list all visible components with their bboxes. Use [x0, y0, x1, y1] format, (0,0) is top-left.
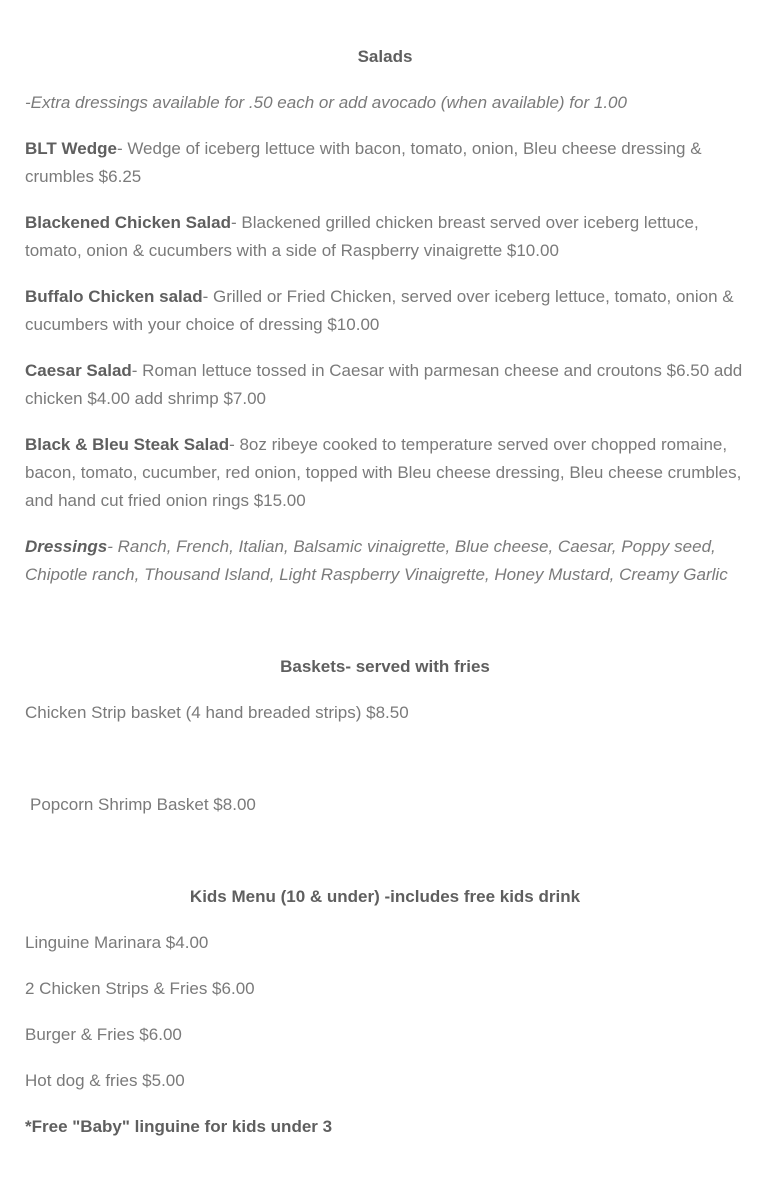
item-description: - Grilled or Fried Chicken, served over iceberg lettuce, tomato, onion & cucumbers with your choice of dressing $10.00 [25, 287, 734, 334]
dressings-list [25, 533, 745, 589]
menu-item [25, 135, 745, 191]
kids-free-note: *Free "Baby" linguine for kids under 3 [25, 1117, 333, 1136]
salads-heading: Salads [357, 47, 413, 66]
item-name: BLT Wedge [25, 139, 117, 158]
kids-item: Linguine Marinara $4.00 [25, 933, 209, 952]
menu-item [25, 431, 745, 515]
item-description: - Blackened grilled chicken breast served over iceberg lettuce, tomato, onion & cucumbers with a side of Raspberry vinaigrette $10.00 [25, 213, 699, 260]
item-description: - Roman lettuce tossed in Caesar with parmesan cheese and croutons $6.50 add chicken $4.00 add shrimp $7.00 [25, 361, 743, 408]
extra-dressings-note: -Extra dressings available for .50 each or add avocado (when available) for 1.00 [25, 93, 627, 112]
item-name: Caesar Salad [25, 361, 132, 380]
item-name: Black & Bleu Steak Salad [25, 435, 230, 454]
item-description: - 8oz ribeye cooked to temperature served over chopped romaine, bacon, tomato, cucumber, red onion, topped with Bleu cheese dressing, Bleu cheese crumbles, and hand cut fried onion rings $15.00 [25, 435, 742, 510]
menu-item [25, 209, 745, 265]
menu-item [25, 357, 745, 413]
kids-item: Hot dog & fries $5.00 [25, 1071, 185, 1090]
menu-item [25, 283, 745, 339]
item-name: Buffalo Chicken salad [25, 287, 203, 306]
basket-item: Chicken Strip basket (4 hand breaded strips) $8.50 [25, 703, 409, 722]
basket-item: Popcorn Shrimp Basket $8.00 [30, 795, 256, 814]
kids-item: 2 Chicken Strips & Fries $6.00 [25, 979, 255, 998]
item-name: Blackened Chicken Salad [25, 213, 231, 232]
item-description: - Wedge of iceberg lettuce with bacon, tomato, onion, Bleu cheese dressing & crumbles $6.25 [25, 139, 702, 186]
kids-item: Burger & Fries $6.00 [25, 1025, 182, 1044]
dressings-options: - Ranch, French, Italian, Balsamic vinaigrette, Blue cheese, Caesar, Poppy seed, Chipotle ranch, Thousand Island, Light Raspberry Vinaigrette, Honey Mustard, Creamy Garlic [25, 537, 728, 584]
kids-menu-heading: Kids Menu (10 & under) -includes free kids drink [189, 887, 581, 906]
baskets-heading: Baskets- served with fries [280, 657, 490, 676]
dressings-label: Dressings [25, 537, 108, 556]
